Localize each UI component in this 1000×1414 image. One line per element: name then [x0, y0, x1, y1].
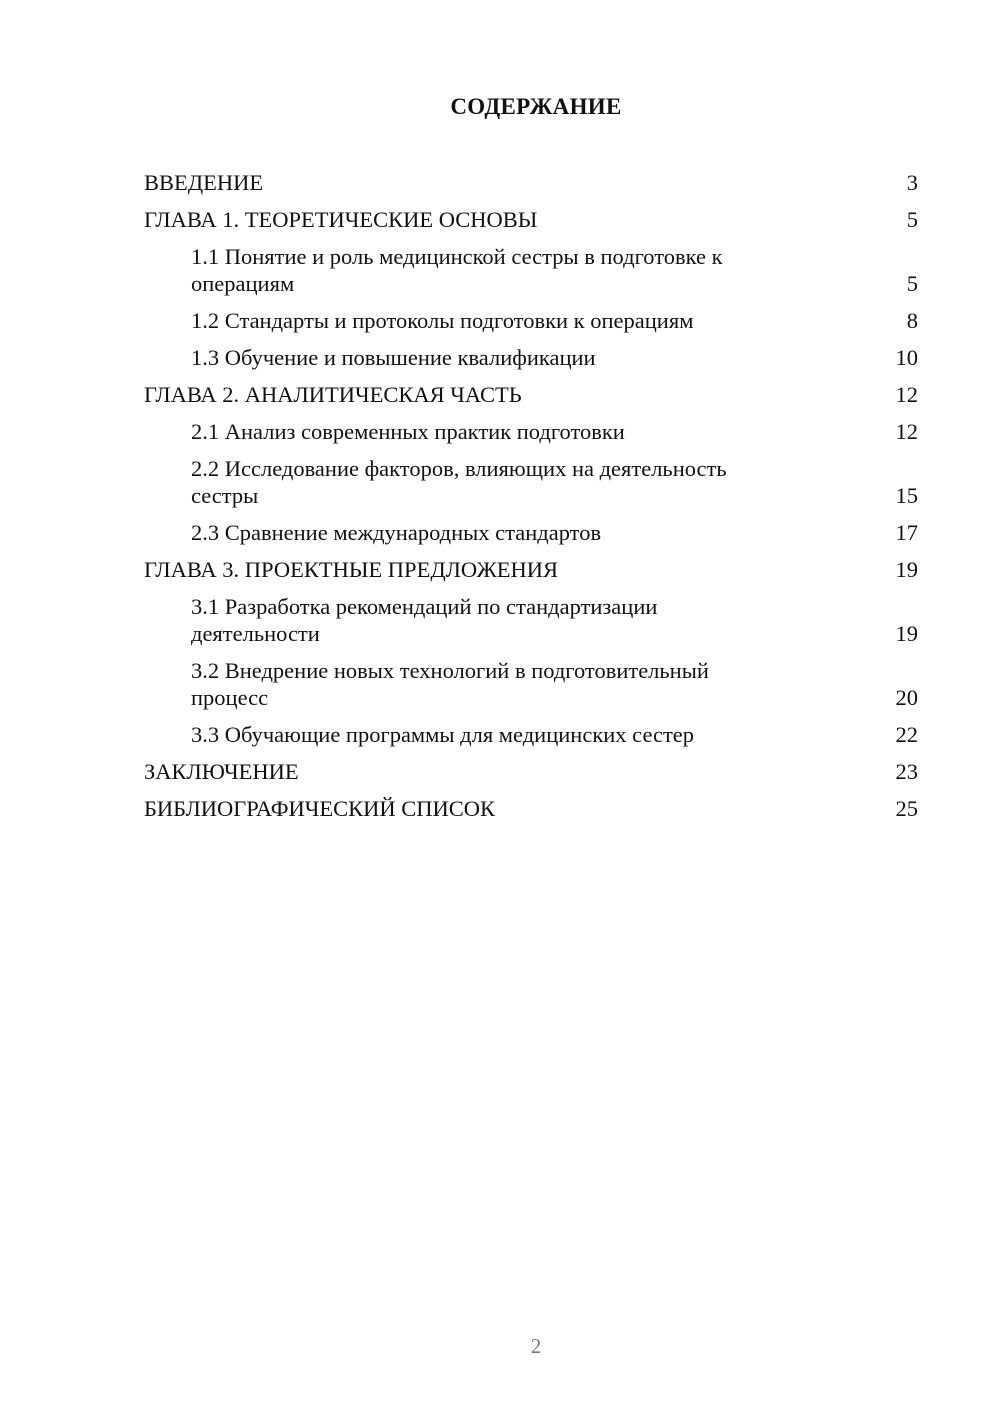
toc-entry-page: 25 [895, 796, 918, 821]
toc-entry-section-2-3 [144, 519, 918, 546]
toc-entry-label: ВВЕДЕНИЕ [144, 170, 264, 195]
toc-entry-label: 1.1 Понятие и роль медицинской сестры в подготовке к операциям [191, 244, 723, 296]
toc-entry-section-2-2 [144, 455, 918, 509]
table-of-contents [144, 169, 918, 832]
page-title: СОДЕРЖАНИЕ [450, 94, 622, 119]
toc-entry-page: 12 [895, 382, 918, 407]
toc-entry-label: 1.3 Обучение и повышение квалификации [191, 345, 596, 370]
toc-entry-label: ГЛАВА 3. ПРОЕКТНЫЕ ПРЕДЛОЖЕНИЯ [144, 557, 559, 582]
toc-entry-label: ЗАКЛЮЧЕНИЕ [144, 759, 299, 784]
toc-entry-chapter-3 [144, 556, 918, 583]
toc-entry-page: 20 [895, 685, 918, 710]
toc-entry-section-2-1 [144, 418, 918, 445]
toc-entry-page: 5 [906, 271, 918, 296]
toc-entry-introduction [144, 169, 918, 196]
toc-entry-label: БИБЛИОГРАФИЧЕСКИЙ СПИСОК [144, 796, 496, 821]
toc-entry-chapter-2 [144, 381, 918, 408]
toc-entry-section-1-1 [144, 243, 918, 297]
toc-entry-label: 3.2 Внедрение новых технологий в подготовительный процесс [191, 658, 709, 710]
toc-entry-section-1-3 [144, 344, 918, 371]
toc-entry-page: 5 [906, 207, 918, 232]
toc-entry-page: 15 [895, 483, 918, 508]
toc-entry-page: 12 [895, 419, 918, 444]
toc-entry-label: 2.3 Сравнение международных стандартов [191, 520, 602, 545]
toc-entry-label: ГЛАВА 1. ТЕОРЕТИЧЕСКИЕ ОСНОВЫ [144, 207, 538, 232]
toc-entry-page: 19 [895, 557, 918, 582]
toc-entry-section-3-2 [144, 657, 918, 711]
toc-entry-label: ГЛАВА 2. АНАЛИТИЧЕСКАЯ ЧАСТЬ [144, 382, 522, 407]
toc-entry-bibliography [144, 795, 918, 822]
toc-entry-page: 3 [906, 170, 918, 195]
toc-entry-label: 1.2 Стандарты и протоколы подготовки к операциям [191, 308, 694, 333]
toc-entry-section-3-3 [144, 721, 918, 748]
toc-entry-page: 10 [895, 345, 918, 370]
toc-entry-section-1-2 [144, 307, 918, 334]
toc-entry-section-3-1 [144, 593, 918, 647]
page-number: 2 [530, 1334, 542, 1358]
toc-entry-page: 23 [895, 759, 918, 784]
toc-entry-page: 8 [906, 308, 918, 333]
toc-entry-label: 2.2 Исследование факторов, влияющих на деятельность сестры [191, 456, 727, 508]
toc-entry-label: 2.1 Анализ современных практик подготовки [191, 419, 625, 444]
toc-entry-label: 3.3 Обучающие программы для медицинских сестер [191, 722, 695, 747]
toc-entry-page: 19 [895, 621, 918, 646]
toc-entry-page: 17 [895, 520, 918, 545]
toc-entry-page: 22 [895, 722, 918, 747]
toc-entry-label: 3.1 Разработка рекомендаций по стандартизации деятельности [191, 594, 658, 646]
toc-entry-chapter-1 [144, 206, 918, 233]
toc-entry-conclusion [144, 758, 918, 785]
